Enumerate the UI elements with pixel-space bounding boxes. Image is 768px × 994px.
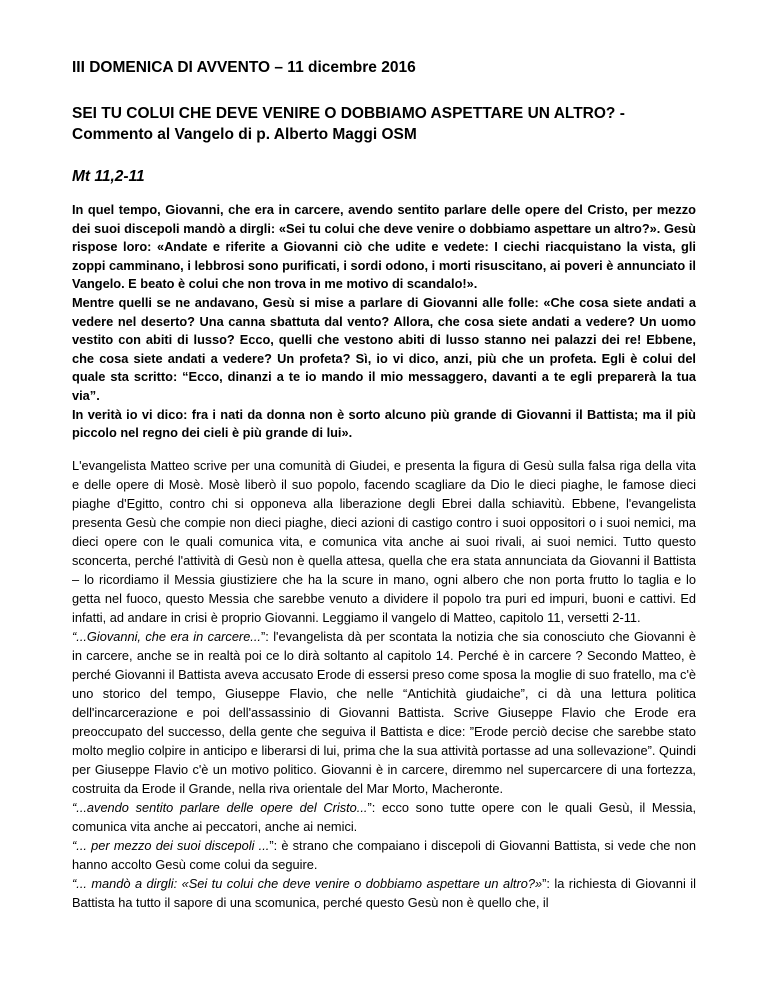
commentary-quote-3: “... per mezzo dei suoi discepoli ... bbox=[72, 837, 270, 853]
document-subtitle: SEI TU COLUI CHE DEVE VENIRE O DOBBIAMO ASPETTARE UN ALTRO? - Commento al Vangelo di p. Alberto Maggi OSM bbox=[72, 105, 625, 143]
commentary-text-2: ”: ecco sono tutte opere con le quali Gesù, il Messia, comunica vita anche ai peccatori, anche ai nemici. bbox=[72, 799, 697, 834]
commentary bbox=[72, 456, 696, 912]
commentary-text-1: ”: l'evangelista dà per scontata la notizia che sia conosciuto che Giovanni è in carcere, anche se in realtà poi ce lo dirà soltanto al capitolo 14. Perché è in carcere ? Secondo Matteo, è perché Giovanni il Battista aveva accusato Erode di essersi preso come sposa la moglie di suo fratello, ma c'è uno storico del tempo, Giuseppe Flavio, che nelle “Antichità giudaiche”, ci dà una lettura politica dell'incarcerazione e poi dell'assassinio di Giovanni Battista. Scrive Giuseppe Flavio che Erode era preoccupato del successo, della gente che seguiva il Battista e dice: ”Erode perciò decise che sarebbe stato molto meglio colpire in anticipo e liberarsi di lui, prima che la sua attività portasse ad una sollevazione”. Quindi per Giuseppe Flavio c'è un motivo politico. Giovanni è in carcere, diremmo nel supercarcere di una fortezza, costruita da Erode il Grande, nella riva orientale del Mar Morto, Macheronte. bbox=[72, 628, 696, 796]
gospel-paragraph-3: In verità io vi dico: fra i nati da donna non è sorto alcuno più grande di Giovanni il Battista; ma il più piccolo nel regno dei cieli è più grande di lui». bbox=[72, 406, 696, 441]
commentary-quote-1: “...Giovanni, che era in carcere... bbox=[72, 628, 261, 644]
commentary-quote-4: “... mandò a dirgli: «Sei tu colui che deve venire o dobbiamo aspettare un altro?» bbox=[72, 875, 543, 891]
gospel-reference: Mt 11,2-11 bbox=[72, 168, 145, 185]
gospel-paragraph-2: Mentre quelli se ne andavano, Gesù si mise a parlare di Giovanni alle folle: «Che cosa siete andati a vedere nel deserto? Una canna sbattuta dal vento? Allora, che cosa siete andati a vedere? Un uomo vestito con abiti di lusso? Ecco, quelli che vestono abiti di lusso stanno nei palazzi dei re! Ebbene, che cosa siete andati a vedere? Un profeta? Sì, io vi dico, anzi, più che un profeta. Egli è colui del quale sta scritto: “Ecco, dinanzi a te io mando il mio messaggero, davanti a te egli preparerà la tua via”. bbox=[72, 294, 696, 403]
gospel-paragraph-1: In quel tempo, Giovanni, che era in carcere, avendo sentito parlare delle opere del Cristo, per mezzo dei suoi discepoli mandò a dirgli: «Sei tu colui che deve venire o dobbiamo aspettare un altro?». Gesù rispose loro: «Andate e riferite a Giovanni ciò che udite e vedete: I ciechi riacquistano la vista, gli zoppi camminano, i lebbrosi sono purificati, i sordi odono, i morti risuscitano, ai poveri è annunciato il Vangelo. E beato è colui che non trova in me motivo di scandalo!». bbox=[72, 202, 696, 292]
document-title: III DOMENICA DI AVVENTO – 11 dicembre 2016 bbox=[72, 59, 416, 76]
commentary-quote-2: “...avendo sentito parlare delle opere del Cristo... bbox=[72, 799, 368, 815]
gospel-text bbox=[72, 201, 696, 443]
commentary-text-4: ”: la richiesta di Giovanni il Battista ha tutto il sapore di una scomunica, perché questo Gesù non è quello che, il bbox=[72, 875, 696, 910]
commentary-paragraph-1: L'evangelista Matteo scrive per una comunità di Giudei, e presenta la figura di Gesù sulla falsa riga della vita e delle opere di Mosè. Mosè liberò il suo popolo, facendo scagliare da Dio le dieci piaghe, le famose dieci piaghe d'Egitto, contro chi si opponeva alla liberazione degli Ebrei dalla schiavitù. Ebbene, l'evangelista presenta Gesù che compie non dieci piaghe, dieci azioni di castigo contro i suoi oppositori o i suoi nemici, ma dieci opere con le quali comunica vita, e comunica vita anche ai suoi rivali, ai suoi nemici. Tutto questo sconcerta, perché l'attività di Gesù non è quella attesa, quella che era stata annunciata da Giovanni il Battista – lo ricordiamo il Messia giustiziere che ha la scure in mano, ogni albero che non porta frutto lo taglia e lo getta nel fuoco, questo Messia che sarebbe venuto a dividere il popolo tra puri ed impuri, buoni e cattivi. Ed infatti, ad andare in crisi è proprio Giovanni. Leggiamo il vangelo di Matteo, capitolo 11, versetti 2-11. bbox=[72, 457, 696, 625]
commentary-paragraph-5 bbox=[72, 874, 696, 912]
commentary-text-3: ”: è strano che compaiano i discepoli di Giovanni Battista, si vede che non hanno accolto Gesù come colui da seguire. bbox=[72, 837, 696, 872]
commentary-paragraph-2 bbox=[72, 627, 696, 798]
commentary-paragraph-4 bbox=[72, 836, 696, 874]
commentary-paragraph-3 bbox=[72, 798, 696, 836]
